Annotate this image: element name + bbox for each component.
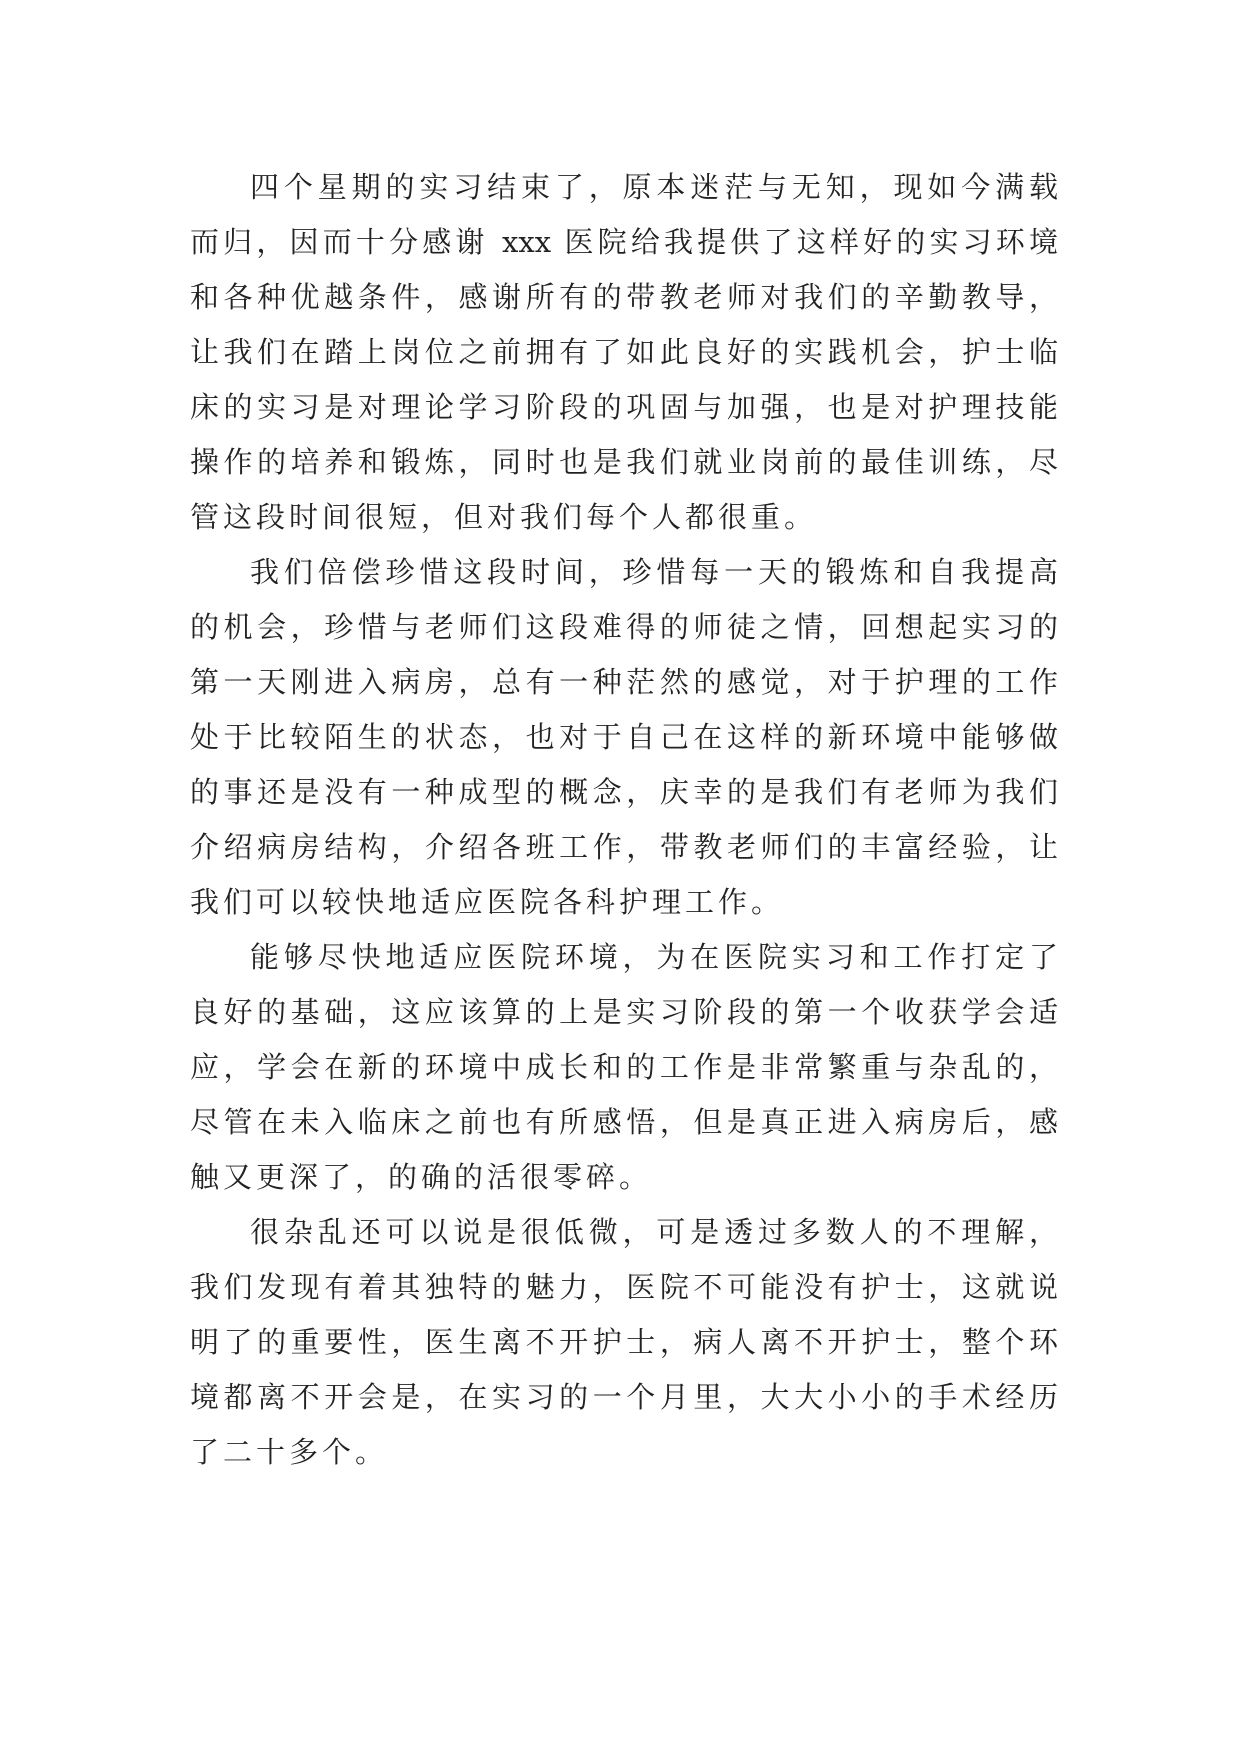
text-line: 我们可以较快地适应医院各科护理工作。	[190, 885, 785, 919]
text-line: 尽管在未入临床之前也有所感悟，但是真正进入病房后，感	[190, 1105, 1058, 1139]
text-line: 让我们在踏上岗位之前拥有了如此良好的实践机会，护士临	[190, 335, 1058, 369]
text-line: 能够尽快地适应医院环境，为在医院实习和工作打定了	[250, 940, 1058, 974]
text-line: 的事还是没有一种成型的概念，庆幸的是我们有老师为我们	[190, 775, 1058, 809]
text-line: 很杂乱还可以说是很低微，可是透过多数人的不理解，	[250, 1215, 1058, 1249]
text-line: 管这段时间很短，但对我们每个人都很重。	[190, 500, 818, 534]
text-line: 良好的基础，这应该算的上是实习阶段的第一个收获学会适	[190, 995, 1058, 1029]
text-line: 境都离不开会是，在实习的一个月里，大大小小的手术经历	[190, 1380, 1058, 1414]
text-line: 处于比较陌生的状态，也对于自己在这样的新环境中能够做	[190, 720, 1058, 754]
text-line: 应，学会在新的环境中成长和的工作是非常繁重与杂乱的，	[190, 1050, 1058, 1084]
text-line: 了二十多个。	[190, 1435, 389, 1469]
text-line: 明了的重要性，医生离不开护士，病人离不开护士，整个环	[190, 1325, 1058, 1359]
text-line: 而归，因而十分感谢 xxx 医院给我提供了这样好的实习环境	[190, 225, 1058, 259]
text-line: 和各种优越条件，感谢所有的带教老师对我们的辛勤教导，	[190, 280, 1058, 314]
text-line: 操作的培养和锻炼，同时也是我们就业岗前的最佳训练，尽	[190, 445, 1058, 479]
text-line: 四个星期的实习结束了，原本迷茫与无知，现如今满载	[250, 170, 1058, 204]
text-line: 介绍病房结构，介绍各班工作，带教老师们的丰富经验，让	[190, 830, 1058, 864]
text-line: 我们发现有着其独特的魅力，医院不可能没有护士，这就说	[190, 1270, 1058, 1304]
text-line: 第一天刚进入病房，总有一种茫然的感觉，对于护理的工作	[190, 665, 1058, 699]
text-line: 我们倍偿珍惜这段时间，珍惜每一天的锻炼和自我提高	[250, 555, 1058, 589]
text-line: 触又更深了，的确的活很零碎。	[190, 1160, 653, 1194]
text-line: 的机会，珍惜与老师们这段难得的师徒之情，回想起实习的	[190, 610, 1058, 644]
text-line: 床的实习是对理论学习阶段的巩固与加强，也是对护理技能	[190, 390, 1058, 424]
